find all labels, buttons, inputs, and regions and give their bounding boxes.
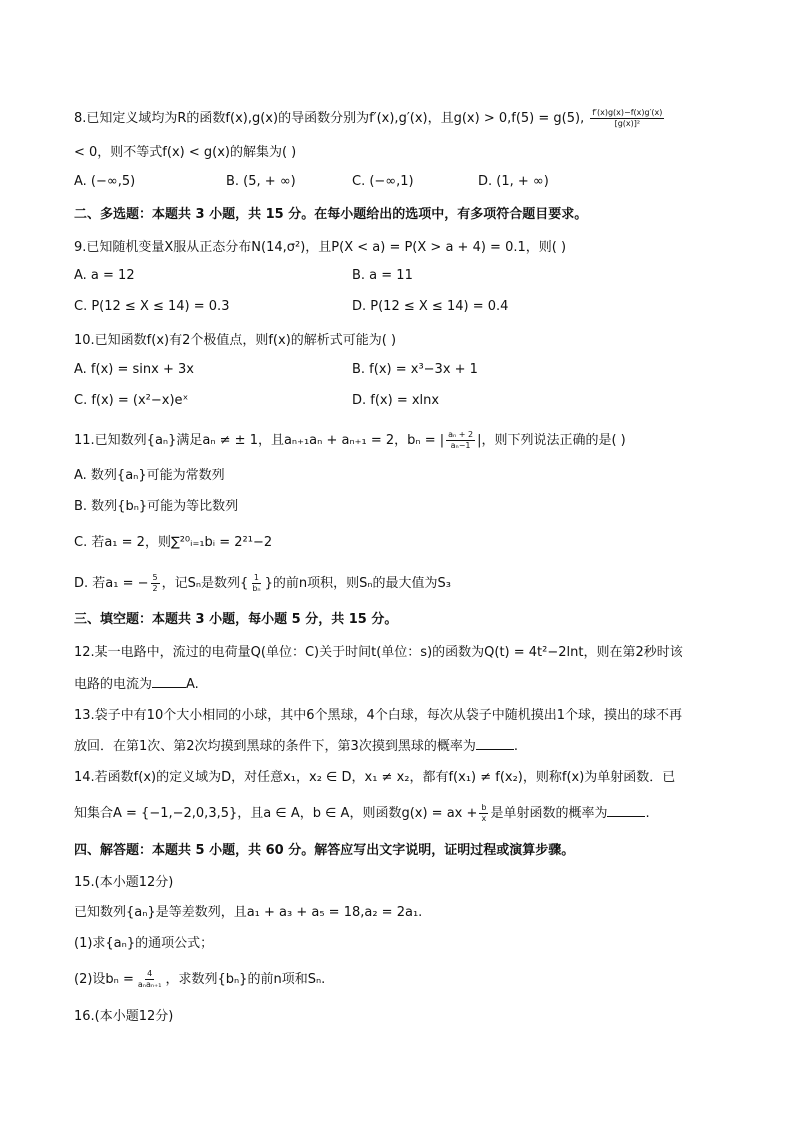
q11-fraction-denominator: aₙ−1 — [450, 441, 471, 450]
q8-stem-line2: < 0，则不等式f(x) < g(x)的解集为( ) — [74, 145, 297, 160]
q14-line2-text: 知集合A = {−1,−2,0,3,5}，且a ∈ A，b ∈ A，则函数g(x) = ax + — [74, 806, 478, 821]
q11-stem — [74, 430, 626, 451]
q11-option-d-fraction2 — [250, 573, 262, 594]
q12-line1: 12.某一电路中，流过的电荷量Q(单位：C)关于时间t(单位：s)的函数为Q(t) = 4t²−2lnt，则在第2秒时该 — [74, 645, 683, 660]
q10-stem: 10.已知函数f(x)有2个极值点，则f(x)的解析式可能为( ) — [74, 333, 397, 348]
q11-stem-text-a: 11.已知数列{aₙ}满足aₙ ≠ ± 1，且aₙ₊₁aₙ + aₙ₊₁ = 2，bₙ = | — [74, 433, 445, 448]
q11-option-d-text-a: D. 若a₁ = − — [74, 576, 149, 591]
q8-fraction-numerator: f′(x)g(x)−f(x)g′(x) — [592, 108, 663, 117]
q14-line2-end: . — [645, 806, 650, 821]
q14-line2 — [74, 803, 650, 824]
q11-option-d-fraction2-numerator: 1 — [253, 573, 259, 582]
q11-fraction-numerator: aₙ + 2 — [448, 430, 474, 439]
q13-line2-end: . — [513, 739, 518, 754]
q11-option-b: B. 数列{bₙ}可能为等比数列 — [74, 499, 239, 514]
q12-answer-blank[interactable] — [152, 675, 186, 688]
q13-line2 — [74, 737, 518, 757]
q15-part2-text-a: (2)设bₙ = — [74, 972, 134, 987]
q13-line1: 13.袋子中有10个大小相同的小球，其中6个黑球，4个白球，每次从袋子中随机摸出1个球，摸出的球不再 — [74, 708, 683, 723]
q13-line2-text: 放回．在第1次、第2次均摸到黑球的条件下，第3次摸到黑球的概率为 — [74, 739, 476, 754]
q14-line1: 14.若函数f(x)的定义域为D，对任意x₁，x₂ ∈ D，x₁ ≠ x₂，都有f(x₁) ≠ f(x₂)，则称f(x)为单射函数．已 — [74, 770, 676, 785]
q8-stem-line1 — [74, 108, 666, 129]
q11-stem-text-b: |，则下列说法正确的是( ) — [477, 433, 626, 448]
q12-line2-unit: A. — [186, 677, 199, 692]
q11-option-d-text-c: }的前n项积，则Sₙ的最大值为S₃ — [264, 576, 451, 591]
q9-option-a: A. a = 12 — [74, 268, 135, 283]
q11-fraction — [446, 430, 475, 451]
q13-answer-blank[interactable] — [476, 737, 514, 750]
q11-option-c: C. 若a₁ = 2，则∑²⁰ᵢ₌₁bᵢ = 2²¹−2 — [74, 535, 273, 550]
q11-option-d-fraction — [151, 573, 160, 594]
q14-fraction — [479, 803, 488, 824]
q9-option-b: B. a = 11 — [352, 268, 413, 283]
section-2-heading: 二、多选题：本题共 3 小题，共 15 分。在每小题给出的选项中，有多项符合题目要求。 — [74, 207, 588, 222]
q10-option-a: A. f(x) = sinx + 3x — [74, 362, 194, 377]
q14-line2-text-b: 是单射函数的概率为 — [490, 806, 608, 821]
q8-option-a: A. (−∞,5) — [74, 174, 136, 189]
q15-part2-text-b: ，求数列{bₙ}的前n项和Sₙ. — [165, 972, 326, 987]
q11-option-d-fraction-numerator: 5 — [152, 573, 158, 582]
q15-fraction-denominator: aₙaₙ₊₁ — [137, 980, 162, 989]
section-4-heading: 四、解答题：本题共 5 小题，共 60 分。解答应写出文字说明，证明过程或演算步骤。 — [74, 843, 575, 858]
q12-line2-text: 电路的电流为 — [74, 677, 153, 692]
q10-option-d: D. f(x) = xlnx — [352, 393, 440, 408]
q11-option-a: A. 数列{aₙ}可能为常数列 — [74, 468, 225, 483]
q16-title: 16.(本小题12分) — [74, 1009, 174, 1024]
q15-stem: 已知数列{aₙ}是等差数列，且a₁ + a₃ + a₅ = 18,a₂ = 2a₁. — [74, 905, 423, 920]
q15-title: 15.(本小题12分) — [74, 875, 174, 890]
q14-answer-blank[interactable] — [607, 804, 645, 817]
q9-stem: 9.已知随机变量X服从正态分布N(14,σ²)，且P(X < a) = P(X > a + 4) = 0.1，则( ) — [74, 240, 567, 255]
q10-option-c: C. f(x) = (x²−x)eˣ — [74, 393, 189, 408]
q14-fraction-numerator: b — [481, 803, 487, 812]
q9-option-c: C. P(12 ≤ X ≤ 14) = 0.3 — [74, 299, 230, 314]
q8-fraction-denominator: [g(x)]² — [614, 119, 641, 128]
q8-stem-text: 8.已知定义域均为R的函数f(x),g(x)的导函数分别为f′(x),g′(x)，且g(x) > 0,f(5) = g(5), — [74, 111, 585, 126]
q8-fraction — [590, 108, 664, 129]
q8-option-b: B. (5, + ∞) — [226, 174, 296, 189]
q15-fraction-numerator: 4 — [147, 969, 153, 978]
q15-fraction — [136, 969, 164, 990]
section-3-heading: 三、填空题：本题共 3 小题，每小题 5 分，共 15 分。 — [74, 612, 398, 627]
q15-part2 — [74, 969, 325, 990]
q9-option-d: D. P(12 ≤ X ≤ 14) = 0.4 — [352, 299, 509, 314]
q11-option-d-text-b: ，记Sₙ是数列{ — [161, 576, 249, 591]
q11-option-d — [74, 573, 451, 594]
q8-option-d: D. (1, + ∞) — [478, 174, 549, 189]
q14-fraction-denominator: x — [481, 814, 487, 823]
q11-option-d-fraction-denominator: 2 — [152, 584, 158, 593]
q15-part1: (1)求{aₙ}的通项公式； — [74, 936, 214, 951]
q8-option-c: C. (−∞,1) — [352, 174, 414, 189]
q11-option-d-fraction2-denominator: bₙ — [252, 584, 261, 593]
q10-option-b: B. f(x) = x³−3x + 1 — [352, 362, 478, 377]
q12-line2 — [74, 675, 199, 695]
